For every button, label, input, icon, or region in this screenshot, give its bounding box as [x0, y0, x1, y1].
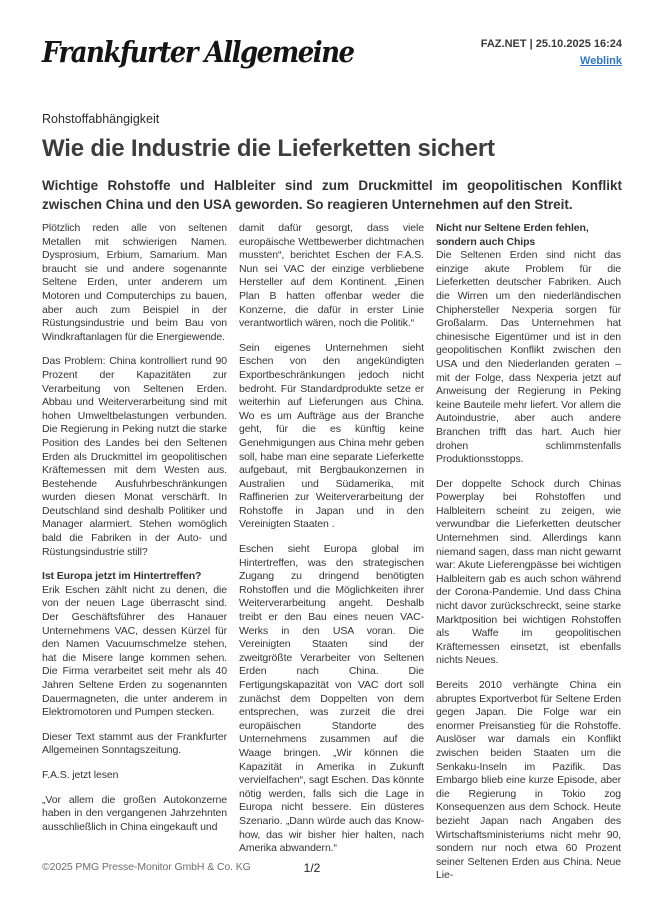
- column-1: [42, 222, 227, 894]
- paragraph: Das Problem: China kontrolliert rund 90 Prozent der Kapazitäten zur Verarbeitung von Seltenen Erden. Abbau und Weiterverarbeitung sind mit hohen Umweltbelastungen verbunden. Die Regierung in Peking nutzt die starke Position des Landes bei den Seltenen Erden als Druckmittel im geopolitischen Kräftemessen mit dem Westen aus. Bestehende Ausfuhrbeschränkungen wurden diesen Monat verschärft. In Deutschland sind deshalb Politiker und Manager alarmiert. Stehen womöglich bald die Fabriken in der Auto- und Rüstungsindustrie still?: [42, 355, 227, 558]
- paragraph: Bereits 2010 verhängte China ein abruptes Exportverbot für Seltene Erden gegen Japan. Die Folge war ein enormer Preisanstieg für die Rohstoffe. Auslöser war damals ein Konflikt zwischen beiden Staaten um die Senkaku-Inseln im Pazifik. Das Embargo blieb eine kurze Episode, aber die Regierung in Tokio zog Konsequenzen aus dem Schock. Heute bezieht Japan nach Angaben des Wirtschaftsministeriums nicht mehr 90, sondern nur noch etwa 60 Prozent seiner Seltenen Erden aus China. Neue Lie-: [436, 679, 621, 882]
- page-header: [42, 36, 622, 69]
- page-footer: [42, 861, 622, 879]
- paragraph: Plötzlich reden alle von seltenen Metallen mit schwierigen Namen. Dysprosium, Erbium, Samarium. Man braucht sie und andere sogenannte Seltene Erden, unter anderem um Motoren und Computerchips zu bauen, aber auch zum Beispiel in der Rüstungsindustrie und beim Bau von Windkraftanlagen für die Energiewende.: [42, 222, 227, 343]
- paragraph: Eschen sieht Europa global im Hintertreffen, was den strategischen Zugang zu dringend benötigten Rohstoffen und die Möglichkeiten ihrer Weiterverarbeitung angeht. Deshalb treibt er den Bau eines neuen VAC-Werks in den USA voran. Die Vereinigten Staaten sind der zweitgrößte Verarbeiter von Seltenen Erden nach China. Die Fertigungskapazität von VAC dort soll zunächst dem Doppelten von dem entsprechen, was zurzeit die drei europäischen Standorte des Unternehmens zusammen auf die Waage bringen. „Wir können die Kapazität in Amerika in Zukunft vervielfachen“, sagt Eschen. Das könnte nötig werden, falls sich die Lage in Europa nicht bessere. Ein düsteres Szenario. „Dann würde auch das Know-how, das wir bisher hier halten, nach Amerika abwandern.“: [239, 543, 424, 855]
- section-subhead: Ist Europa jetzt im Hintertreffen?: [42, 570, 202, 583]
- paragraph: Sein eigenes Unternehmen sieht Eschen von den angekündigten Exportbeschränkungen jedoch nicht bedroht. Für Standardprodukte setze er weiterhin auf Lieferungen aus China. Wo es um Aufträge aus der Branche geht, für die es künftig keine Genehmigungen aus China mehr geben soll, habe man eine separate Lieferkette aufgebaut, mit Bergbaukonzernen in Australien und Südamerika, mit Raffinerien zur Weiterverarbeitung der Rohstoffe in Japan und in den Vereinigten Staaten .: [239, 341, 424, 531]
- paragraph: damit dafür gesorgt, dass viele europäische Wettbewerber dichtmachen mussten“, berichtet Eschen der F.A.S. Nun sei VAC der einzige verbliebene Hersteller auf dem Kontinent. „Einen Plan B hatten offenbar weder die Konzerne, die dafür in erster Linie verantwortlich wären, noch die Politik.“: [239, 222, 424, 330]
- subheadline: Wichtige Rohstoffe und Halbleiter sind zum Druckmittel im geopolitischen Konflikt zwischen China und den USA geworden. So reagieren Unternehmen auf den Streit.: [42, 178, 622, 212]
- page-indicator: 1/2: [303, 861, 321, 875]
- paragraph: Die Seltenen Erden sind nicht das einzige akute Problem für die Lieferketten deutscher Fabriken. Auch die Wirren um den niederländischen Chiphersteller Nexperia sorgen für Großalarm. Das Unternehmen hat chinesische Eigentümer und ist in den geopolitischen Konflikt zwischen den USA und den Niederlanden geraten – mit der Folge, dass Nexperia jetzt auf Anweisung der Regierung in Peking keine Bauteile mehr liefert. Vor allem die Autoindustrie, aber auch andere Branchen trifft das hart. Auch hier drohen schlimmstenfalls Produktionsstopps.: [436, 249, 621, 466]
- fas-read-note: F.A.S. jetzt lesen: [42, 768, 119, 781]
- paragraph: Der doppelte Schock durch Chinas Powerplay bei Rohstoffen und Halbleitern scheint zu zeigen, wie verwundbar die Lieferketten deutscher Unternehmen sind. Allerdings kann niemand sagen, dass man nicht gewarnt war: Akute Lieferengpässe bei wichtigen Halbleitern gab es auch schon während der Corona-Pandemie. Und dass China nicht davor zurückschreckt, seine starke Marktposition bei wichtigen Rohstoffen als Waffe im geopolitischen Kräftemessen einsetzt, ist ebenfalls nichts Neues.: [436, 477, 621, 667]
- paragraph: „Vor allem die großen Autokonzerne haben in den vergangenen Jahrzehnten ausschließlich in China eingekauft und: [42, 793, 227, 833]
- headline: Wie die Industrie die Lieferketten sichert: [42, 135, 495, 162]
- copyright: ©2025 PMG Presse-Monitor GmbH & Co. KG: [42, 861, 251, 873]
- column-3: [436, 222, 621, 894]
- article-body: [42, 222, 622, 894]
- kicker: Rohstoffabhängigkeit: [42, 112, 160, 126]
- paragraph: Erik Eschen zählt nicht zu denen, die von der neuen Lage überrascht sind. Der Geschäftsführer des Hanauer Unternehmens VAC, dessen Kürzel für den Namen Vacuumschmelze stehen, hat die Misere lange kommen sehen. Die Firma verarbeitet seit mehr als 40 Jahren Seltene Erden zu sogenannten Dauermagneten, die unter anderem in Elektromotoren und Pumpen stecken.: [42, 583, 227, 719]
- newspaper-logo: Frankfurter Allgemeine: [42, 36, 354, 70]
- weblink[interactable]: Weblink: [580, 55, 622, 67]
- paragraph: Dieser Text stammt aus der Frankfurter Allgemeinen Sonntagszeitung.: [42, 730, 227, 757]
- article-head: [42, 112, 622, 214]
- source-date-line: FAZ.NET | 25.10.2025 16:24: [480, 38, 622, 50]
- section-subhead: Nicht nur Seltene Erden fehlen, sondern auch Chips: [436, 222, 589, 248]
- header-meta: [481, 36, 622, 69]
- column-2: [239, 222, 424, 894]
